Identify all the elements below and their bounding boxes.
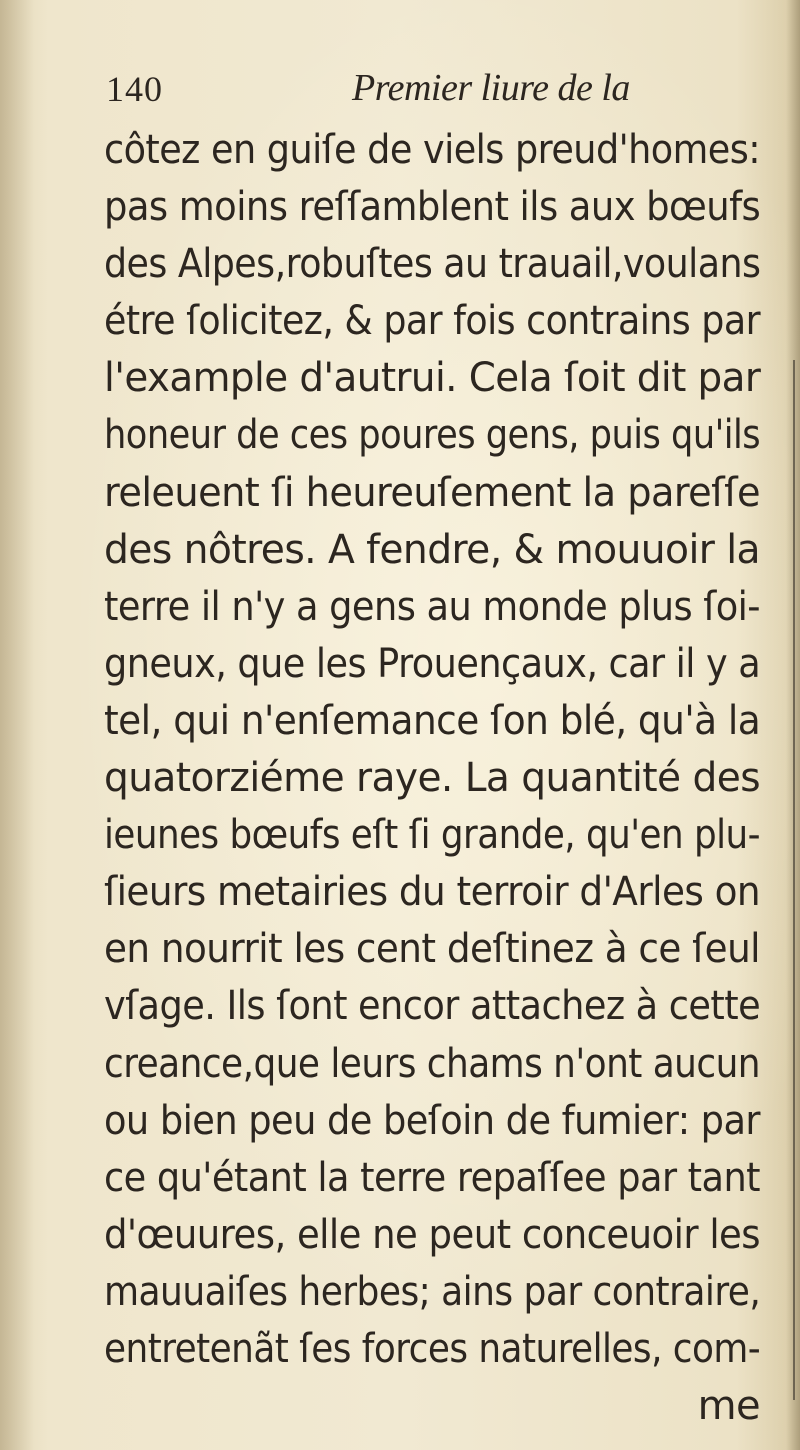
text-line: l'example d'autrui. Cela ſoit dit par [104, 355, 761, 402]
text-line: ieunes bœufs eſt ſi grande, qu'en plu- [104, 812, 760, 859]
page-edge-line [793, 360, 795, 1400]
text-line: tel, qui n'enſemance ſon blé, qu'à la [104, 697, 761, 744]
text-line: ſieurs metairies du terroir d'Arles on [104, 869, 761, 916]
text-line: gneux, que les Prouençaux, car il y a [104, 640, 761, 687]
gutter-shadow [0, 0, 34, 1450]
text-line: vſage. Ils ſont encor attachez à cette [104, 983, 761, 1030]
text-line: d'œuures, elle ne peut conceuoir les [104, 1211, 760, 1258]
text-line: entretenãt ſes forces naturelles, com- [104, 1325, 761, 1372]
text-line: mauuaiſes herbes; ains par contraire, [104, 1268, 761, 1315]
text-line: ce qu'étant la terre repaſſee par tant [104, 1154, 760, 1201]
running-head: Premier liure de la [352, 67, 630, 109]
text-line: creance,que leurs chams n'ont aucun [104, 1040, 760, 1087]
text-line: quatorziéme raye. La quantité des [104, 755, 760, 802]
text-line: étre ſolicitez, & par fois contrains par [104, 298, 760, 345]
text-line: des Alpes,robuſtes au trauail,voulans [104, 241, 761, 288]
text-line: des nôtres. A fendre, & mouuoir la [104, 526, 760, 573]
text-line: côtez en guiſe de viels preud'homes: [104, 127, 760, 173]
text-line: pas moins reſſamblent ils aux bœufs [104, 184, 761, 231]
text-line: en nourrit les cent deſtinez à ce ſeul [104, 926, 760, 973]
body-text [104, 122, 760, 1435]
text-line: ou bien peu de beſoin de fumier: par [104, 1097, 760, 1144]
page-number: 140 [106, 69, 163, 109]
text-line: honeur de ces poures gens, puis qu'ils [104, 412, 761, 459]
catchword: me [697, 1383, 760, 1430]
page-header [106, 62, 666, 118]
text-line: releuent ſi heureuſement la pareſſe [104, 469, 760, 516]
text-line: terre il n'y a gens au monde plus ſoi- [104, 583, 760, 630]
